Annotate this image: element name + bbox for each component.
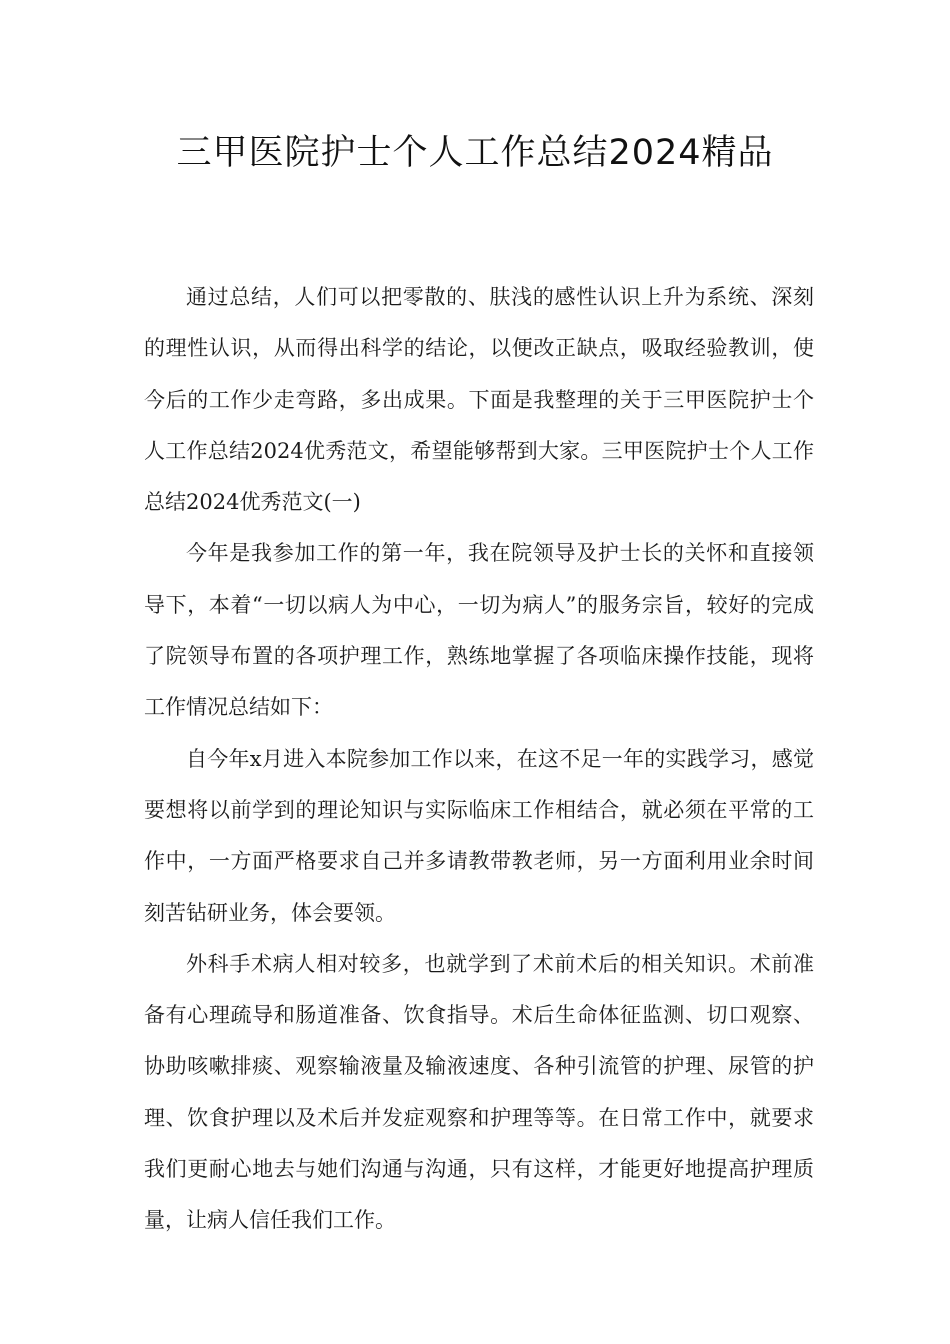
paragraph-surgery-care: 外科手术病人相对较多，也就学到了术前术后的相关知识。术前准备有心理疏导和肠道准备、饮食指导。术后生命体征监测、切口观察、协助咳嗽排痰、观察输液量及输液速度、各种引流管的护理、尿管的护理、饮食护理以及术后并发症观察和护理等等。在日常工作中，就要求我们更耐心地去与她们沟通与沟通，只有这样，才能更好地提高护理质量，让病人信任我们工作。 <box>144 951 814 1233</box>
paragraph-practice: 自今年x月进入本院参加工作以来，在这不足一年的实践学习，感觉要想将以前学到的理论知识与实际临床工作相结合，就必须在平常的工作中，一方面严格要求自己并多请教带教老师，另一方面利用业余时间刻苦钻研业务，体会要领。 <box>144 746 814 925</box>
paragraph-first-year: 今年是我参加工作的第一年，我在院领导及护士长的关怀和直接领导下，本着“一切以病人为中心，一切为病人”的服务宗旨，较好的完成了院领导布置的各项护理工作，熟练地掌握了各项临床操作技能，现将工作情况总结如下： <box>144 541 814 720</box>
document-title: 三甲医院护士个人工作总结2024精品 <box>176 133 774 173</box>
document-body <box>144 272 814 1247</box>
paragraph-intro: 通过总结，人们可以把零散的、肤浅的感性认识上升为系统、深刻的理性认识，从而得出科学的结论，以便改正缺点，吸取经验教训，使今后的工作少走弯路，多出成果。下面是我整理的关于三甲医院护士个人工作总结2024优秀范文，希望能够帮到大家。三甲医院护士个人工作总结2024优秀范文(一) <box>144 285 814 515</box>
